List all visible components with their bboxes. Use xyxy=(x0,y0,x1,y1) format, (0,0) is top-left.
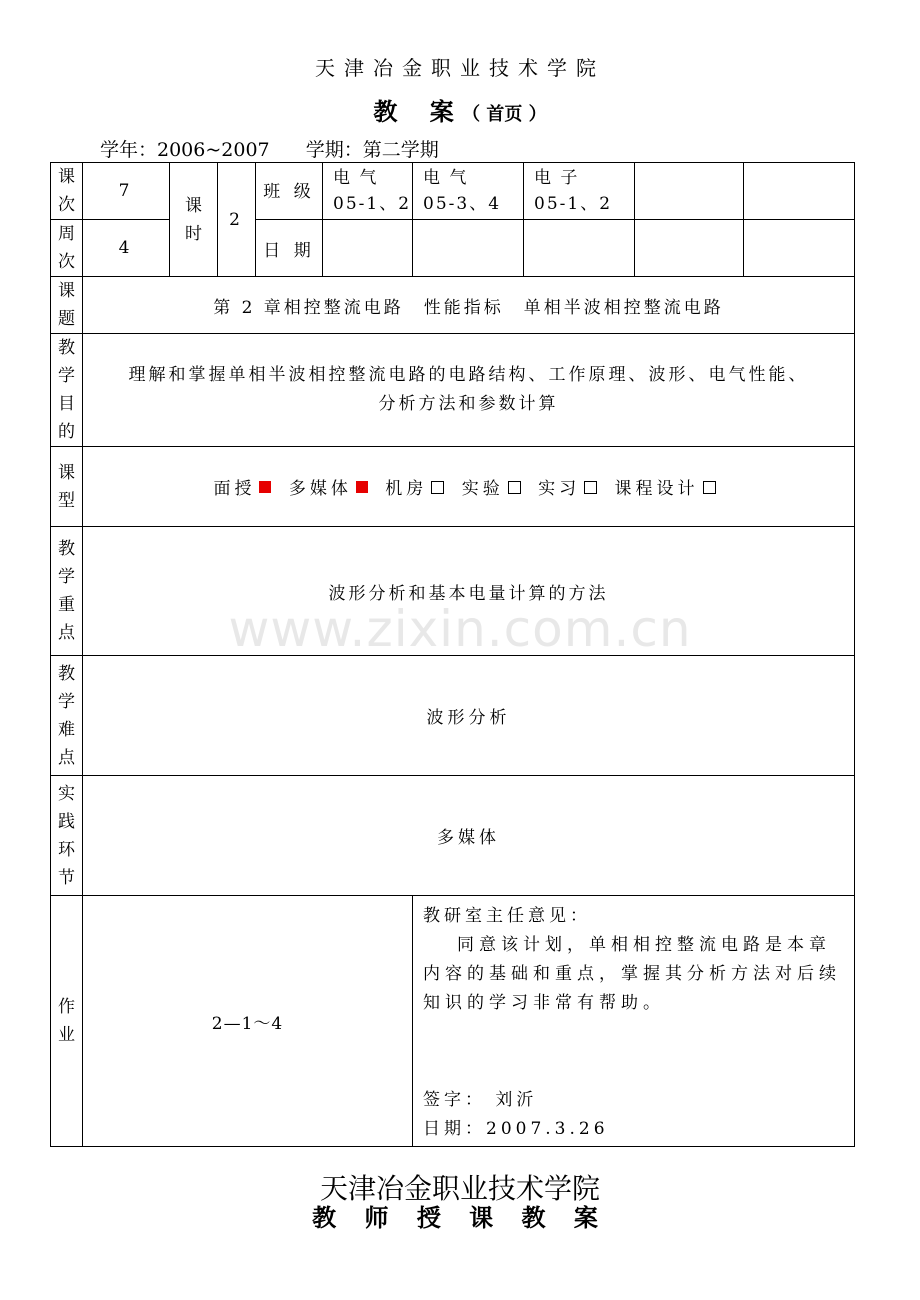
director-opinion xyxy=(413,896,855,1147)
key-points-label: 教 学 重 点 xyxy=(51,527,83,656)
document-title xyxy=(0,92,920,127)
difficulties-value: 波形分析 xyxy=(83,656,855,776)
watermark: www.zixin.com.cn xyxy=(228,600,692,658)
unchecked-box-icon xyxy=(508,481,521,494)
hours-value: 2 xyxy=(218,163,256,277)
objective-value xyxy=(83,334,855,447)
course-type-label: 课 型 xyxy=(51,447,83,527)
date-cell-4 xyxy=(635,220,744,277)
hours-label: 课 时 xyxy=(170,163,218,277)
week-value: 4 xyxy=(83,220,170,277)
objective-label: 教 学 目 的 xyxy=(51,334,83,447)
document-subtitle: （ 首页 ） xyxy=(462,104,547,125)
homework-label: 作 业 xyxy=(51,896,83,1147)
sign-date: 日期：2007.3.26 xyxy=(423,1119,609,1139)
date-label: 日 期 xyxy=(256,220,323,277)
class-cell-2: 电 气 05-3、4 xyxy=(413,163,524,220)
class-label: 班 级 xyxy=(256,163,323,220)
institution-title: 天津冶金职业技术学院 xyxy=(315,56,605,80)
course-type-design: 课程设计 xyxy=(615,479,724,499)
lesson-no-label: 课 次 xyxy=(51,163,83,220)
checked-box-icon xyxy=(259,481,271,493)
opinion-title: 教研室主任意见： xyxy=(423,906,591,926)
academic-year: 学年：2006~2007 xyxy=(100,139,270,161)
objective-line-1: 理解和掌握单相半波相控整流电路的电路结构、工作原理、波形、电气性能、 xyxy=(128,365,809,385)
document-title-text: 教 案 xyxy=(373,97,454,126)
unchecked-box-icon xyxy=(703,481,716,494)
objective-line-2: 分析方法和参数计算 xyxy=(378,394,559,414)
course-type-options xyxy=(83,447,855,527)
class-cell-4 xyxy=(635,163,744,220)
date-cell-5 xyxy=(744,220,855,277)
term-info xyxy=(100,135,469,162)
course-type-multimedia: 多媒体 xyxy=(289,479,376,499)
difficulties-label: 教 学 难 点 xyxy=(51,656,83,776)
homework-value: 2—1～4 xyxy=(83,896,413,1147)
signature: 签字： 刘沂 xyxy=(423,1090,538,1110)
date-cell-3 xyxy=(524,220,635,277)
practice-value: 多媒体 xyxy=(83,776,855,896)
class-cell-5 xyxy=(744,163,855,220)
footer-title: 教 师 授 课 教 案 xyxy=(312,1203,608,1232)
date-cell-2 xyxy=(413,220,524,277)
lesson-no-value: 7 xyxy=(83,163,170,220)
key-points-value: 波形分析和基本电量计算的方法 xyxy=(83,527,855,656)
practice-label: 实 践 环 节 xyxy=(51,776,83,896)
course-type-lecture: 面授 xyxy=(213,479,279,499)
lesson-plan-table xyxy=(50,162,855,1147)
course-type-experiment: 实验 xyxy=(462,479,529,499)
unchecked-box-icon xyxy=(584,481,597,494)
checked-box-icon xyxy=(356,481,368,493)
course-type-computer-room: 机房 xyxy=(385,479,452,499)
class-cell-1: 电 气 05-1、2 xyxy=(323,163,413,220)
date-cell-1 xyxy=(323,220,413,277)
semester: 学期：第二学期 xyxy=(305,139,439,161)
topic-value: 第 2 章相控整流电路 性能指标 单相半波相控整流电路 xyxy=(83,277,855,334)
opinion-text: 同意该计划，单相相控整流电路是本章内容的基础和重点，掌握其分析方法对后续知识的学习非常有帮助。 xyxy=(423,935,841,1013)
signature-block xyxy=(423,1086,609,1144)
topic-label: 课 题 xyxy=(51,277,83,334)
class-cell-3: 电 子 05-1、2 xyxy=(524,163,635,220)
week-label: 周 次 xyxy=(51,220,83,277)
footer-institution: 天津冶金职业技术学院 xyxy=(319,1172,600,1205)
unchecked-box-icon xyxy=(431,481,444,494)
course-type-internship: 实习 xyxy=(538,479,605,499)
